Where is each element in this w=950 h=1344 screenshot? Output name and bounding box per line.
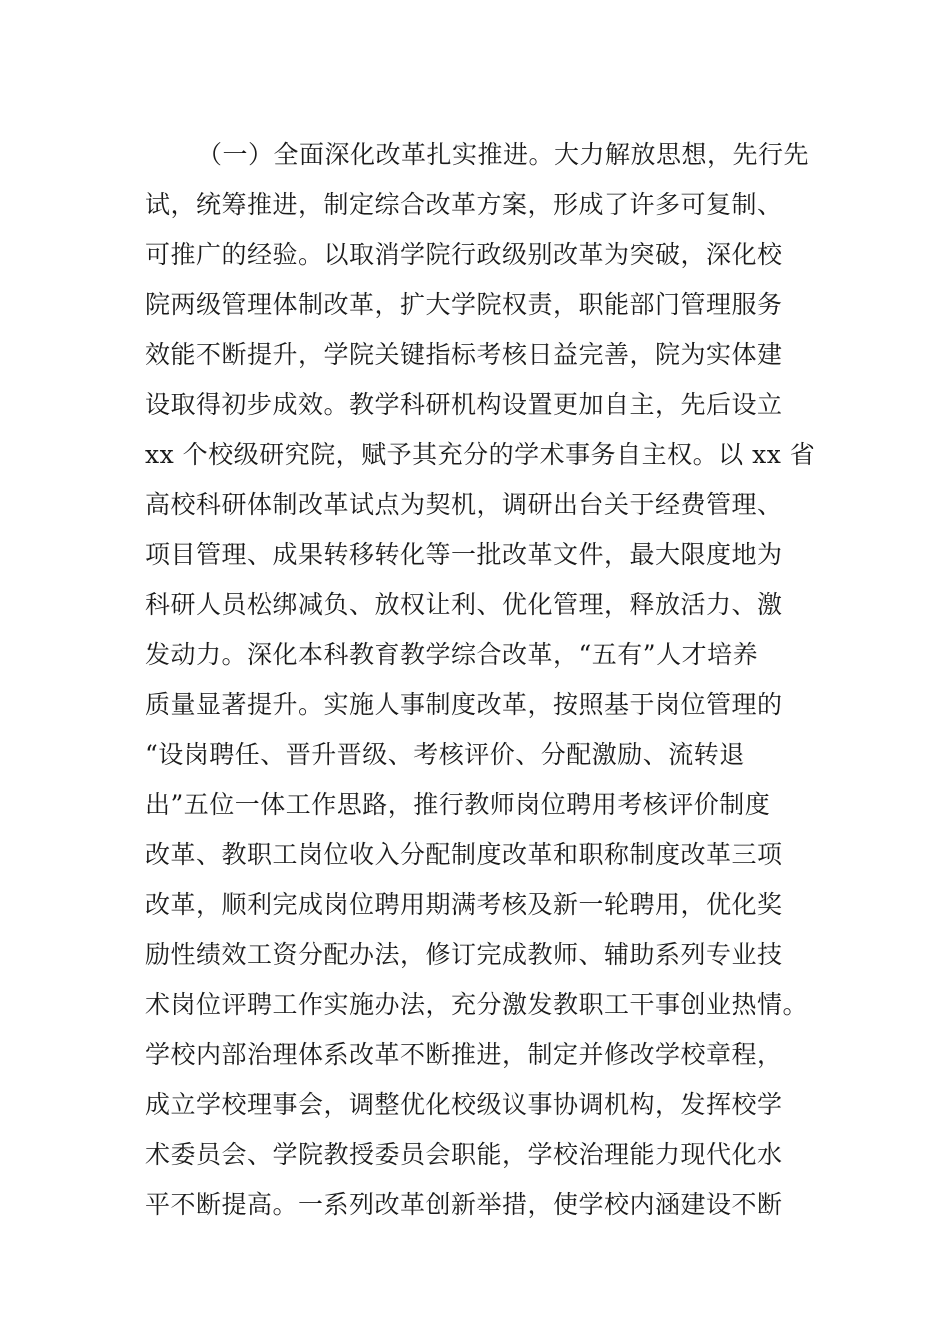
paragraph-line: 励性绩效工资分配办法，修订完成教师、辅助系列专业技	[145, 940, 783, 969]
paragraph-line: 可推广的经验。以取消学院行政级别改革为突破，深化校	[145, 240, 783, 269]
paragraph-line: 高校科研体制改革试点为契机，调研出台关于经费管理、	[145, 490, 783, 519]
paragraph-line: xx 个校级研究院，赋予其充分的学术事务自主权。以 xx 省	[145, 440, 816, 469]
paragraph-line: 质量显著提升。实施人事制度改革，按照基于岗位管理的	[145, 690, 783, 719]
paragraph-line: 改革，顺利完成岗位聘用期满考核及新一轮聘用，优化奖	[145, 890, 783, 919]
paragraph-line: 设取得初步成效。教学科研机构设置更加自主，先后设立	[145, 390, 783, 419]
paragraph-line: 出”五位一体工作思路，推行教师岗位聘用考核评价制度	[145, 790, 771, 819]
paragraph-line: 术岗位评聘工作实施办法，充分激发教职工干事创业热情。	[145, 990, 809, 1019]
paragraph-line: 改革、教职工岗位收入分配制度改革和职称制度改革三项	[145, 840, 783, 869]
paragraph-line: 试，统筹推进，制定综合改革方案，形成了许多可复制、	[145, 190, 783, 219]
paragraph-line: 平不断提高。一系列改革创新举措，使学校内涵建设不断	[145, 1190, 783, 1219]
paragraph-line: 发动力。深化本科教育教学综合改革，“五有”人才培养	[145, 640, 759, 669]
paragraph-line: 学校内部治理体系改革不断推进，制定并修改学校章程，	[145, 1040, 783, 1069]
paragraph-line: 院两级管理体制改革，扩大学院权责，职能部门管理服务	[145, 290, 783, 319]
paragraph-line: （一）全面深化改革扎实推进。大力解放思想，先行先	[197, 140, 810, 169]
paragraph-line: 科研人员松绑减负、放权让利、优化管理，释放活力、激	[145, 590, 783, 619]
paragraph-line: 效能不断提升，学院关键指标考核日益完善，院为实体建	[145, 340, 783, 369]
paragraph-line: 术委员会、学院教授委员会职能，学校治理能力现代化水	[145, 1140, 783, 1169]
paragraph-line: “设岗聘任、晋升晋级、考核评价、分配激励、流转退	[145, 740, 745, 769]
paragraph-line: 项目管理、成果转移转化等一批改革文件，最大限度地为	[145, 540, 783, 569]
body-paragraph	[145, 130, 815, 1230]
paragraph-line: 成立学校理事会，调整优化校级议事协调机构，发挥校学	[145, 1090, 783, 1119]
